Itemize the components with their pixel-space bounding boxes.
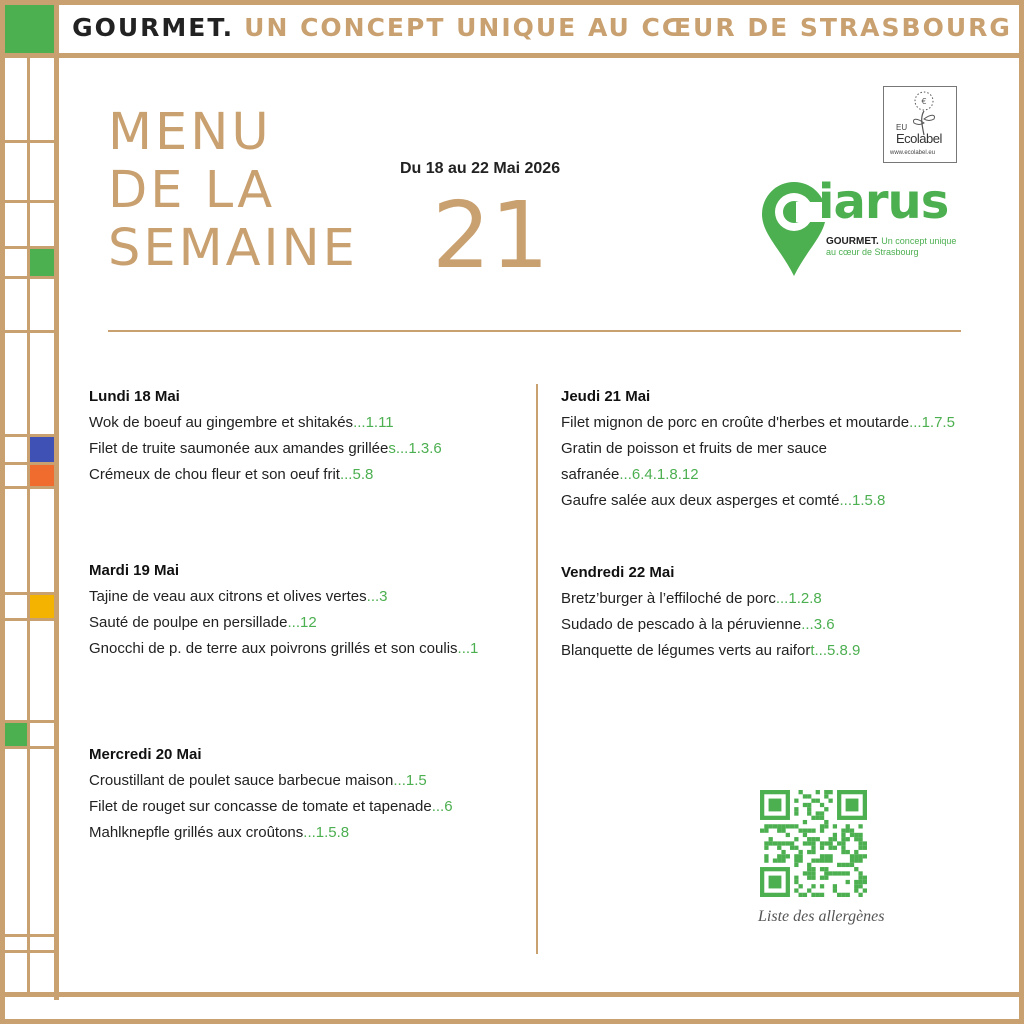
dish-item	[561, 638, 860, 664]
header-tagline: UN CONCEPT UNIQUE AU CŒUR DE STRASBOURG	[244, 12, 1012, 42]
green-square-top	[5, 5, 54, 53]
ecolabel-logo	[883, 86, 957, 163]
logo-name: iarus	[818, 174, 949, 230]
strip-tick	[0, 330, 58, 333]
yellow-square	[30, 595, 54, 618]
dish-name: Sudado de pescado à la péruvienne	[561, 616, 802, 633]
logo-sub-tagline-2: au cœur de Strasbourg	[826, 247, 919, 257]
week-number: 21	[432, 182, 550, 289]
day-block	[561, 384, 955, 514]
page-title	[108, 104, 358, 278]
dish-item	[561, 462, 955, 488]
frame-left	[0, 0, 5, 1024]
title-line: DE LA	[108, 161, 276, 220]
qr-code-icon[interactable]	[760, 790, 867, 897]
ciarus-logo	[760, 174, 970, 278]
logo-sub-tagline: Un concept unique	[881, 236, 957, 246]
dish-item	[89, 462, 442, 488]
dish-allergens: ...6.4.1.8.12	[619, 466, 699, 483]
dish-allergens: s...1.3.6	[388, 440, 442, 457]
strip-tick	[0, 746, 58, 749]
dish-name: Filet mignon de porc en croûte d'herbes et moutarde	[561, 414, 910, 431]
dish-allergens: ...1.2.8	[775, 590, 822, 607]
dish-item	[89, 820, 453, 846]
frame-right	[1019, 0, 1024, 1024]
dish-name: Filet de truite saumonée aux amandes grillée	[89, 440, 389, 457]
title-line: SEMAINE	[108, 219, 358, 278]
day-name: Mercredi 20 Mai	[89, 746, 202, 763]
dish-name: Gnocchi de p. de terre aux poivrons grillés et son coulis	[89, 640, 458, 657]
ecolabel-flower-icon	[884, 87, 956, 137]
dish-item	[89, 436, 442, 462]
dish-allergens: ...1.5.8	[303, 824, 350, 841]
dish-name: Mahlknepfle grillés aux croûtons	[89, 824, 304, 841]
dish-allergens: ...12	[287, 614, 317, 631]
dish-allergens: ...3.6	[801, 616, 835, 633]
dish-allergens: ...1	[457, 640, 479, 657]
dish-name: Wok de boeuf au gingembre et shitakés	[89, 414, 354, 431]
dish-name: Tajine de veau aux citrons et olives vertes	[89, 588, 367, 605]
dish-name: Gaufre salée aux deux asperges et comté	[561, 492, 840, 509]
qr-caption: Liste des allergènes	[758, 908, 885, 925]
title-divider	[108, 330, 961, 332]
frame-inner-left-1	[27, 55, 30, 995]
dish-name: Bretz’burger à l’effiloché de porc	[561, 590, 776, 607]
dish-allergens: ...1.7.5	[909, 414, 955, 431]
dish-allergens: ...6	[431, 798, 453, 815]
header-brand: GOURMET.	[72, 12, 235, 42]
day-block	[89, 384, 442, 488]
dish-item	[89, 768, 453, 794]
dish-name: Gratin de poisson et fruits de mer sauce	[561, 440, 827, 457]
frame-bottom-edge	[0, 1019, 1024, 1024]
dish-name: Filet de rouget sur concasse de tomate et tapenade	[89, 798, 432, 815]
strip-tick	[0, 618, 58, 621]
day-name: Lundi 18 Mai	[89, 388, 180, 405]
dish-item	[89, 584, 478, 610]
frame-bottom	[0, 992, 1024, 997]
day-name: Jeudi 21 Mai	[561, 388, 651, 405]
dish-item	[561, 436, 955, 462]
green-square-low	[5, 723, 27, 746]
dish-name: Sauté de poulpe en persillade	[89, 614, 288, 631]
dish-item	[561, 410, 955, 436]
title-line: MENU	[108, 103, 272, 162]
dish-item	[89, 636, 478, 662]
dish-allergens: ...5.8	[339, 466, 374, 483]
strip-tick	[0, 950, 58, 953]
dish-allergens: t...5.8.9	[810, 642, 861, 659]
green-square	[30, 249, 54, 276]
strip-tick	[0, 276, 58, 279]
dish-allergens: ...3	[366, 588, 388, 605]
day-name: Vendredi 22 Mai	[561, 564, 675, 581]
strip-tick	[0, 200, 58, 203]
ecolabel-url: www.ecolabel.eu	[890, 150, 936, 156]
logo-subtitle	[826, 236, 956, 257]
dish-name: Blanquette de légumes verts au raifor	[561, 642, 811, 659]
dish-item	[561, 612, 860, 638]
day-block	[89, 558, 478, 662]
dish-item	[89, 610, 478, 636]
dish-name: Croustillant de poulet sauce barbecue maison	[89, 772, 394, 789]
dish-allergens: ...1.11	[353, 414, 394, 431]
strip-tick	[0, 140, 58, 143]
logo-sub-brand: GOURMET.	[826, 236, 879, 247]
dish-item	[561, 586, 860, 612]
strip-tick	[0, 486, 58, 489]
orange-square	[30, 465, 54, 486]
strip-tick	[0, 934, 58, 937]
day-block	[561, 560, 860, 664]
day-name: Mardi 19 Mai	[89, 562, 180, 579]
dish-item	[89, 410, 442, 436]
frame-header-divider	[54, 0, 59, 58]
header-banner	[60, 0, 1024, 54]
ecolabel-eu: EU	[896, 123, 908, 132]
column-divider	[536, 384, 538, 954]
dish-name: safranée	[561, 466, 620, 483]
date-range: Du 18 au 22 Mai 2026	[400, 160, 561, 177]
dish-name: Crémeux de chou fleur et son oeuf frit	[89, 466, 340, 483]
dish-allergens: ...1.5.8	[839, 492, 886, 509]
blue-square	[30, 437, 54, 462]
dish-item	[89, 794, 453, 820]
dish-item	[561, 488, 955, 514]
frame-inner-left-2	[54, 0, 59, 1000]
ecolabel-name: Ecolabel	[896, 131, 942, 146]
svg-text:€: €	[921, 97, 927, 106]
dish-allergens: ...1.5	[393, 772, 427, 789]
day-block	[89, 742, 453, 846]
